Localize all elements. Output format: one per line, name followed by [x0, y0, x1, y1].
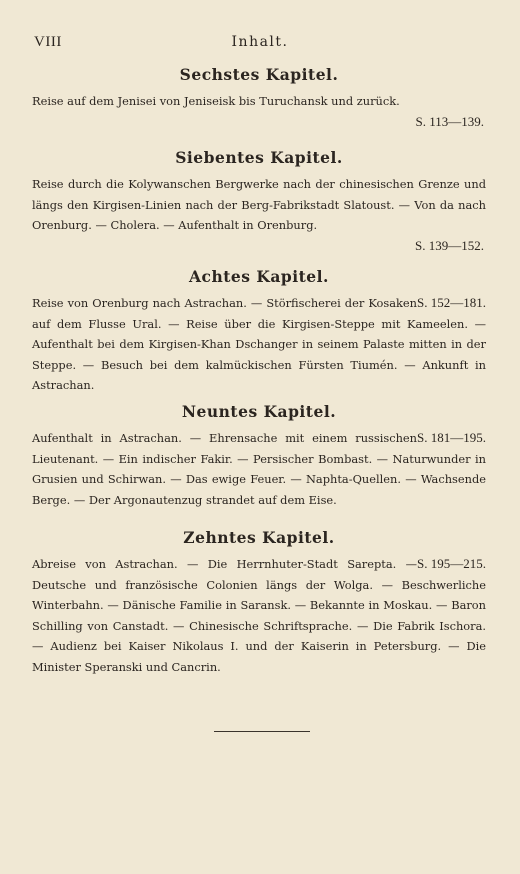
chapter-summary — [32, 428, 486, 510]
running-head — [34, 34, 486, 54]
chapter-9 — [32, 400, 486, 510]
page-range: S. 139—152. — [415, 237, 484, 253]
chapter-title: Achtes Kapitel. — [189, 267, 329, 286]
page-range: S. 195—215. — [417, 556, 486, 571]
chapter-summary — [32, 554, 486, 678]
chapter-summary: Reise auf dem Jenisei von Jeniseisk bis Turuchansk und zurück. — [32, 94, 400, 108]
chapter-10 — [32, 526, 486, 678]
chapter-6 — [32, 63, 486, 132]
chapter-8 — [32, 265, 486, 396]
page-range: S. 152—181. — [417, 295, 486, 310]
chapter-summary-text: Reise von Orenburg nach Astrachan. — Störfischerei der Kosaken auf dem Flusse Ural. — Reise über die Kirgisen-Steppe mit Kameelen. — Aufenthalt bei dem Kirgisen-Khan Dschanger in seinem Palaste mitten in der Steppe. — Besuch bei dem kalmückischen Fürsten Tiumén. — Ankunft in Astrachan. — [32, 296, 486, 393]
chapter-summary: Reise durch die Kolywanschen Bergwerke nach der chinesischen Grenze und längs den Kirgisen-Linien nach der Berg-Fabrikstadt Slatoust. — Von da nach Orenburg. — Cholera. — Aufenthalt in Orenburg. — [32, 177, 486, 233]
chapter-title: Zehntes Kapitel. — [183, 528, 335, 547]
page-range: S. 113—139. — [415, 113, 484, 129]
chapter-title: Neuntes Kapitel. — [181, 402, 337, 421]
running-title: Inhalt. — [231, 34, 289, 50]
chapter-summary — [32, 293, 486, 396]
chapter-title: Sechstes Kapitel. — [179, 65, 339, 84]
chapter-7 — [32, 146, 486, 256]
page-range: S. 181—195. — [417, 430, 486, 445]
chapter-summary-text: Aufenthalt in Astrachan. — Ehrensache mit einem russischen Lieutenant. — Ein indischer Fakir. — Persischer Bombast. — Naturwunder in Grusien und Schirwan. — Das ewige Feuer. — Naphta-Quellen. — Wachsende Berge. — Der Argonautenzug strandet auf dem Eise. — [32, 431, 486, 507]
chapter-summary-text: Abreise von Astrachan. — Die Herrnhuter-Stadt Sarepta. — Deutsche und französische Colonien längs der Wolga. — Beschwerliche Winterbahn. — Dänische Familie in Saransk. — Bekannte in Moskau. — Baron Schilling von Canstadt. — Chinesische Schriftsprache. — Die Fabrik Ischora. — Audienz bei Kaiser Nikolaus I. und der Kaiserin in Petersburg. — Die Minister Speranski und Cancrin. — [32, 557, 486, 674]
page-number: VIII — [34, 34, 62, 50]
closing-rule — [214, 731, 310, 732]
chapter-title: Siebentes Kapitel. — [175, 148, 343, 167]
